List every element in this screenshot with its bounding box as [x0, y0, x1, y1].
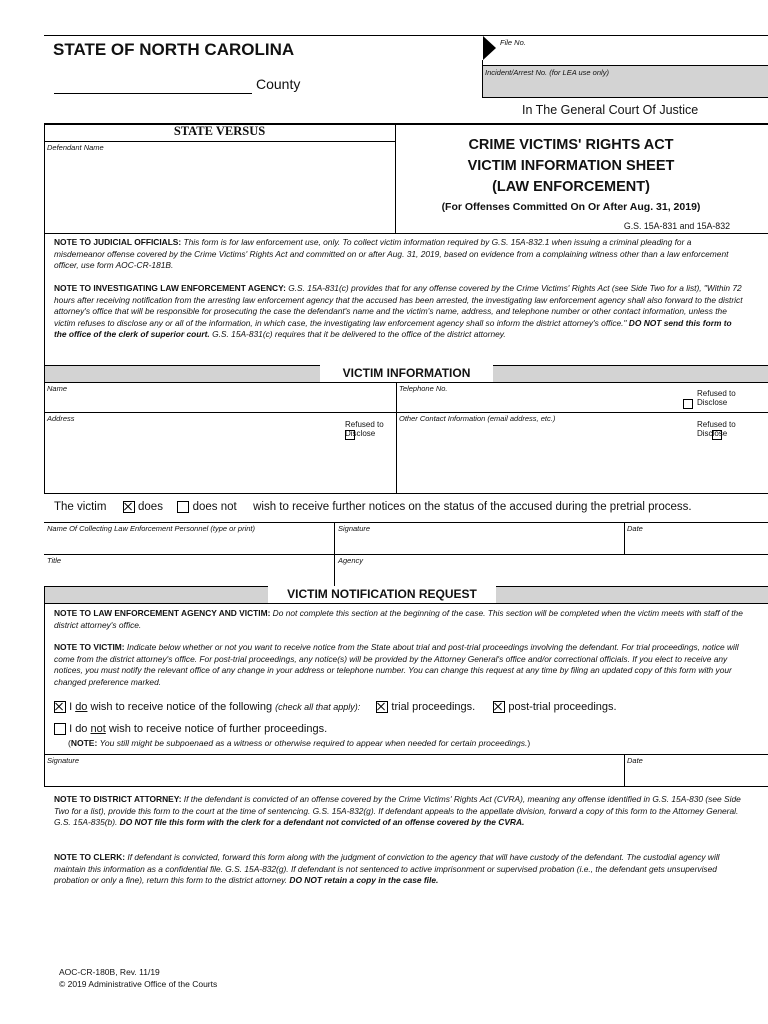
form-title-line1: CRIME VICTIMS' RIGHTS ACT [468, 137, 674, 153]
note-to-victim: NOTE TO VICTIM: Indicate below whether or not you want to receive notice from the State about trial and post-trial proceedings involving the defendant. For trial proceedings, notice will come from the district attorney's office. For post-trial proceedings, any notice(s) will be provided by the Attorney General's office and/or correctional officials. If you elect to receive any notices, you must notify the relevant office of any change in your address or telephone number. You can change this request at any time by filing an updated copy of this form with your changed preference marked. [54, 642, 739, 687]
file-no-label: File No. [500, 38, 526, 47]
form-title-line3: (LAW ENFORCEMENT) [492, 179, 650, 195]
corner-arrow-icon [483, 36, 496, 60]
note-judicial-officials: NOTE TO JUDICIAL OFFICIALS: This form is for law enforcement use, only. To collect victim information required by G.S. 15A-832.1 when issuing a criminal pleading for a misdemeanor offense covered by the Crime Victims' Rights Act and committed on or after Aug. 31, 2019, based on evidence from a complaining witness other than a law enforcement officer, use form AOC-CR-181B. [54, 237, 729, 271]
form-subtitle: (For Offenses Committed On Or After Aug. 31, 2019) [441, 201, 701, 213]
victim-date-label: Date [627, 756, 643, 765]
county-label: County [256, 76, 301, 92]
form-title [398, 135, 744, 198]
do-not-wish-row: I do not wish to receive notice of further proceedings. [54, 723, 327, 735]
victim-signature-label: Signature [47, 756, 80, 765]
victim-name-label: Name [47, 384, 68, 393]
note-lea-and-victim: NOTE TO LAW ENFORCEMENT AGENCY AND VICTIM: Do not complete this section at the beginning of the case. This section will be completed when the victim meets with staff of the district attorney's office. [54, 608, 743, 630]
form-number: AOC-CR-180B, Rev. 11/19 [59, 967, 160, 977]
incident-label: Incident/Arrest No. (for LEA use only) [485, 68, 609, 77]
telephone-refused-label: Refused to Disclose [697, 389, 736, 407]
victim-does-not-checkbox[interactable] [177, 501, 189, 513]
court-label: In The General Court Of Justice [522, 103, 699, 117]
notification-heading: VICTIM NOTIFICATION REQUEST [287, 587, 477, 601]
county-blank-line [54, 93, 252, 94]
wish-notice-row: I do wish to receive notice of the following (check all that apply): trial proceedings. post-trial proceedings. [54, 701, 617, 713]
top-border [44, 35, 768, 36]
form-title-line2: VICTIM INFORMATION SHEET [467, 158, 675, 174]
note-district-attorney: NOTE TO DISTRICT ATTORNEY: If the defendant is convicted of an offense covered by the Crime Victims' Rights Act (CVRA), meaning any offense identified in G.S. 15A-830 (see Side Two for a list), provide this form to the court at the time of sentencing. G.S. 15A-832(g). If defendant appeals to the appellate division, forward a copy of this form to the Attorney General. G.S. 15A-835(b). DO NOT file this form with the clerk for a defendant not convicted of an offense covered by the CVRA. [54, 794, 741, 828]
other-contact-label: Other Contact Information (email address, etc.) [399, 414, 556, 423]
state-title: STATE OF NORTH CAROLINA [53, 40, 295, 59]
state-versus-heading: STATE VERSUS [173, 124, 266, 138]
note-clerk: NOTE TO CLERK: If defendant is convicted, forward this form along with the judgment of conviction to the agency that will have custody of the defendant. The custodial agency will maintain this information as a confidential file. G.S. 15A-832(g). If defendant is not sentenced to active imprisonment or supervised probation (i.e., the defendant gets unsupervised probation or only a fine), return this form to the district attorney. DO NOT retain a copy in the case file. [54, 852, 720, 886]
collector-title-label: Title [47, 556, 62, 565]
collector-signature-label: Signature [338, 524, 371, 533]
collector-name-label: Name Of Collecting Law Enforcement Personnel (type or print) [47, 524, 256, 533]
statute-reference: G.S. 15A-831 and 15A-832 [623, 221, 730, 231]
collector-agency-label: Agency [338, 556, 364, 565]
victim-does-checkbox[interactable] [123, 501, 135, 513]
defendant-name-label: Defendant Name [47, 143, 104, 152]
telephone-refused-checkbox[interactable] [683, 399, 693, 409]
victim-info-heading: VICTIM INFORMATION [342, 366, 471, 380]
address-refused-label: Refused to Disclose [345, 420, 384, 438]
copyright: © 2019 Administrative Office of the Courts [59, 979, 218, 989]
telephone-label: Telephone No. [399, 384, 448, 393]
i-do-not-wish-checkbox[interactable] [54, 723, 66, 735]
address-label: Address [47, 414, 75, 423]
subpoena-note: (NOTE: You still might be subpoenaed as a witness or otherwise required to appear when needed for certain proceedings.) [68, 738, 531, 748]
i-do-wish-checkbox[interactable] [54, 701, 66, 713]
other-contact-refused-label: Refused to Disclose [697, 420, 736, 438]
trial-proceedings-checkbox[interactable] [376, 701, 388, 713]
note-investigating-agency: NOTE TO INVESTIGATING LAW ENFORCEMENT AGENCY: G.S. 15A-831(c) provides that for any offense covered by the Crime Victims' Rights Act (see Side Two for a list), "Within 72 hours after receiving notification from the arresting law enforcement agency that the accused has been arrested, the investigating law enforcement agency shall also forward to the district attorney's office that will be responsible for prosecuting the case the defendant's name and the victim's name, address, and telephone number or other contact information, unless the victim refuses to disclose any or all of the information, in which case, the investigating law enforcement agency shall so inform the district attorney's office." DO NOT send this form to the office of the clerk of superior court. G.S. 15A-831(c) requires that it be delivered to the office of the district attorney. [54, 283, 743, 340]
post-trial-proceedings-checkbox[interactable] [493, 701, 505, 713]
collector-date-label: Date [627, 524, 643, 533]
victim-notice-choice: The victim does does not wish to receive further notices on the status of the accused during the pretrial process. [54, 501, 692, 514]
